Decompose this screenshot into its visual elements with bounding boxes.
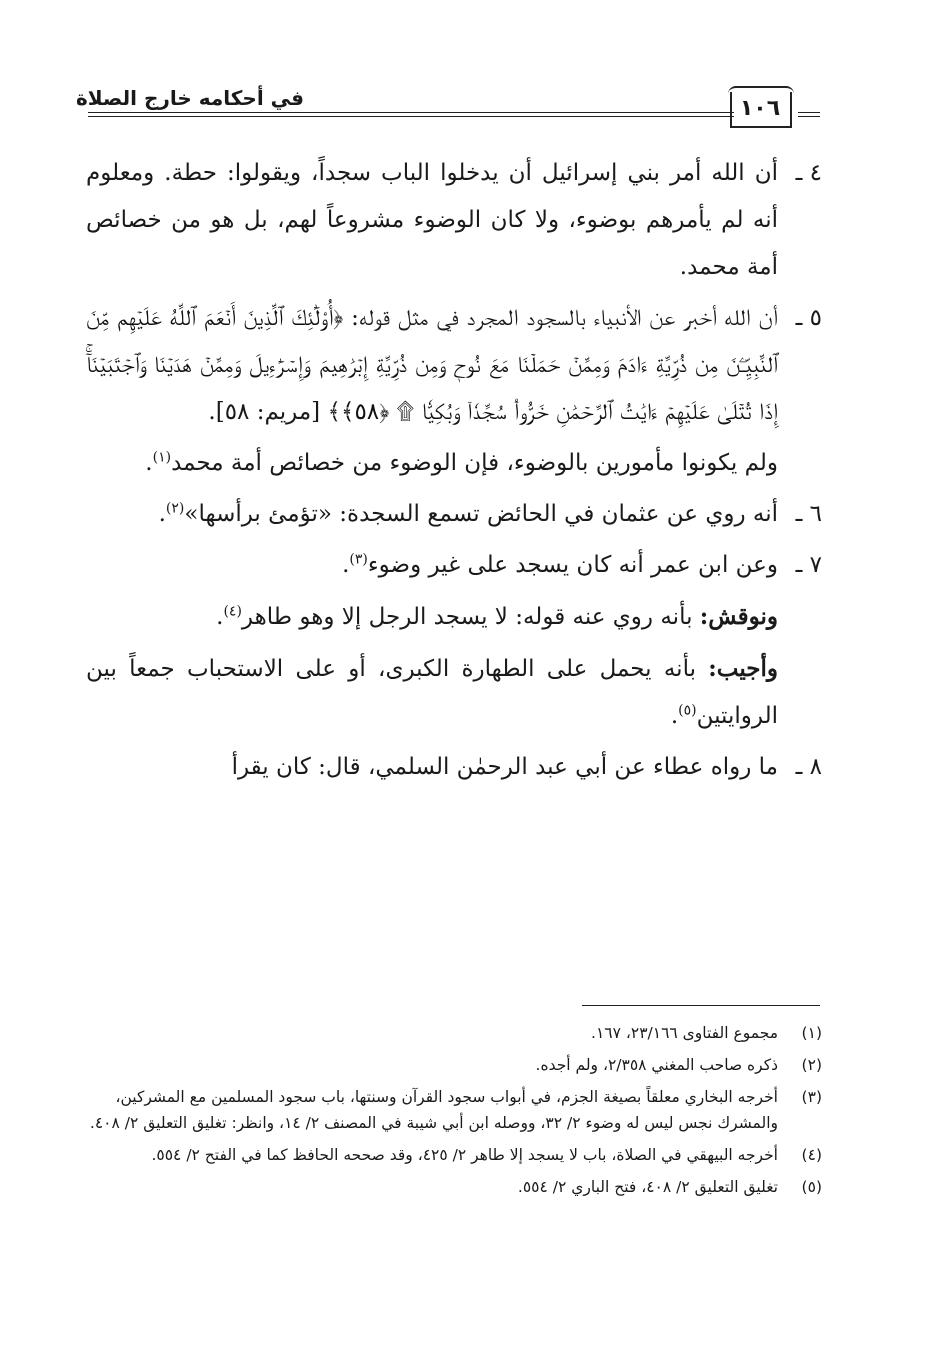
footnote-number: (٤) — [801, 1146, 822, 1164]
item-text: أن الله أخبر عن الأنبياء بالسجود المجرد في مثل قوله: ﴿ — [333, 305, 778, 331]
objection-label: ونوقش: — [699, 603, 778, 630]
footnote — [86, 1174, 822, 1200]
footnote-ref[interactable]: (١) — [152, 449, 172, 466]
footnote-ref[interactable]: (٥) — [678, 702, 697, 719]
item-text: أنه روي عن عثمان في الحائض تسمع السجدة: «تؤمئ برأسها» — [184, 501, 778, 527]
main-text — [86, 150, 822, 795]
running-header-title: في أحكامه خارج الصلاة — [75, 86, 304, 110]
footnote — [86, 1052, 822, 1078]
item-number: ٨ ـ — [795, 754, 822, 780]
footnote — [86, 1084, 822, 1136]
footnote-text: ذكره صاحب المغني ٢/٣٥٨، ولم أجده. — [535, 1056, 778, 1074]
paragraph-text: ولم يكونوا مأمورين بالوضوء، فإن الوضوء من خصائص أمة محمد — [171, 450, 778, 476]
answer-label: وأجيب: — [708, 655, 778, 682]
answer-end: . — [670, 703, 679, 729]
item-number: ٤ ـ — [795, 160, 822, 186]
header-double-rule-end — [798, 112, 820, 117]
item-number: ٦ ـ — [795, 501, 822, 527]
item-number: ٥ ـ — [795, 305, 822, 331]
footnote-text: تغليق التعليق ٢/ ٤٠٨، فتح الباري ٢/ ٥٥٤. — [517, 1178, 778, 1196]
page-number: ١٠٦ — [739, 96, 781, 121]
paragraph — [86, 440, 822, 487]
item-text: ما رواه عطاء عن أبي عبد الرحمٰن السلمي، قال: كان يقرأ — [231, 754, 778, 780]
footnote — [86, 1020, 822, 1046]
list-item — [86, 295, 822, 436]
paragraph-end: . — [145, 450, 153, 476]
list-item — [86, 744, 822, 791]
footnote-number: (٢) — [801, 1056, 822, 1074]
list-item — [86, 542, 822, 589]
list-item — [86, 150, 822, 291]
item-number: ٧ ـ — [795, 552, 822, 578]
footnote-text: أخرجه البخاري معلقاً بصيغة الجزم، في أبواب سجود القرآن وسنتها، باب سجود المسلمين مع المشركين، والمشرك نجس ليس له وضوء ٢/ ٣٢، ووصله ابن أبي شيبة في المصنف ٢/ ١٤، وانظر: تغليق التعليق ٢/ ٤٠٨. — [89, 1088, 778, 1132]
footnote-text: مجموع الفتاوى ٢٣/١٦٦، ١٦٧. — [591, 1024, 778, 1042]
item-text: وعن ابن عمر أنه كان يسجد على غير وضوء — [367, 552, 778, 578]
footnote-ref[interactable]: (٢) — [165, 500, 185, 517]
footnotes — [86, 1020, 822, 1206]
footnote-text: أخرجه البيهقي في الصلاة، باب لا يسجد إلا طاهر ٢/ ٤٢٥، وقد صححه الحافظ كما في الفتح ٢/ ٥٥٤. — [151, 1146, 778, 1164]
objection-end: . — [216, 604, 224, 630]
footnote-separator — [582, 1005, 820, 1006]
item-text: أن الله أمر بني إسرائيل أن يدخلوا الباب سجداً، ويقولوا: حطة. ومعلوم أنه لم يأمرهم بوضوء، ولا كان الوضوء مشروعاً لهم، بل هو من خصائص أمة محمد. — [86, 160, 778, 280]
answer-paragraph — [86, 645, 822, 740]
footnote-ref[interactable]: (٣) — [349, 551, 368, 568]
objection-paragraph — [86, 593, 822, 641]
item-end: . — [158, 501, 166, 527]
footnote-number: (١) — [801, 1024, 822, 1042]
verse-reference: ﴾ [مريم: ٥٨]. — [208, 399, 341, 425]
footnote-number: (٣) — [801, 1088, 822, 1106]
footnote-ref[interactable]: (٤) — [223, 603, 242, 620]
footnote-number: (٥) — [801, 1178, 822, 1196]
header-double-rule — [88, 112, 734, 117]
quran-verse: أُوْلَٰٓئِكَ ٱلَّذِينَ أَنۡعَمَ ٱللَّهُ عَلَيۡهِم مِّنَ ٱلنَّبِيِّـۧنَ مِن ذُرِّيَّةِ ءَادَمَ وَمِمَّنۡ حَمَلۡنَا مَعَ نُوحٖ وَمِن ذُرِّيَّةِ إِبۡرَٰهِيمَ وَإِسۡرَٰٓءِيلَ وَمِمَّنۡ هَدَيۡنَا وَٱجۡتَبَيۡنَآۚ إِذَا تُتۡلَىٰ عَلَيۡهِمۡ ءَايَٰتُ ٱلرَّحۡمَٰنِ خَرُّواْۤ سُجَّدٗاۤ وَبُكِيّٗا ۩ ﴿٥٨﴾ — [86, 305, 778, 425]
list-item — [86, 491, 822, 538]
footnote — [86, 1142, 822, 1168]
objection-text: بأنه روي عنه قوله: لا يسجد الرجل إلا وهو طاهر — [241, 604, 700, 630]
answer-text: بأنه يحمل على الطهارة الكبرى، أو على الاستحباب جمعاً بين الروايتين — [86, 656, 778, 729]
item-end: . — [342, 552, 350, 578]
